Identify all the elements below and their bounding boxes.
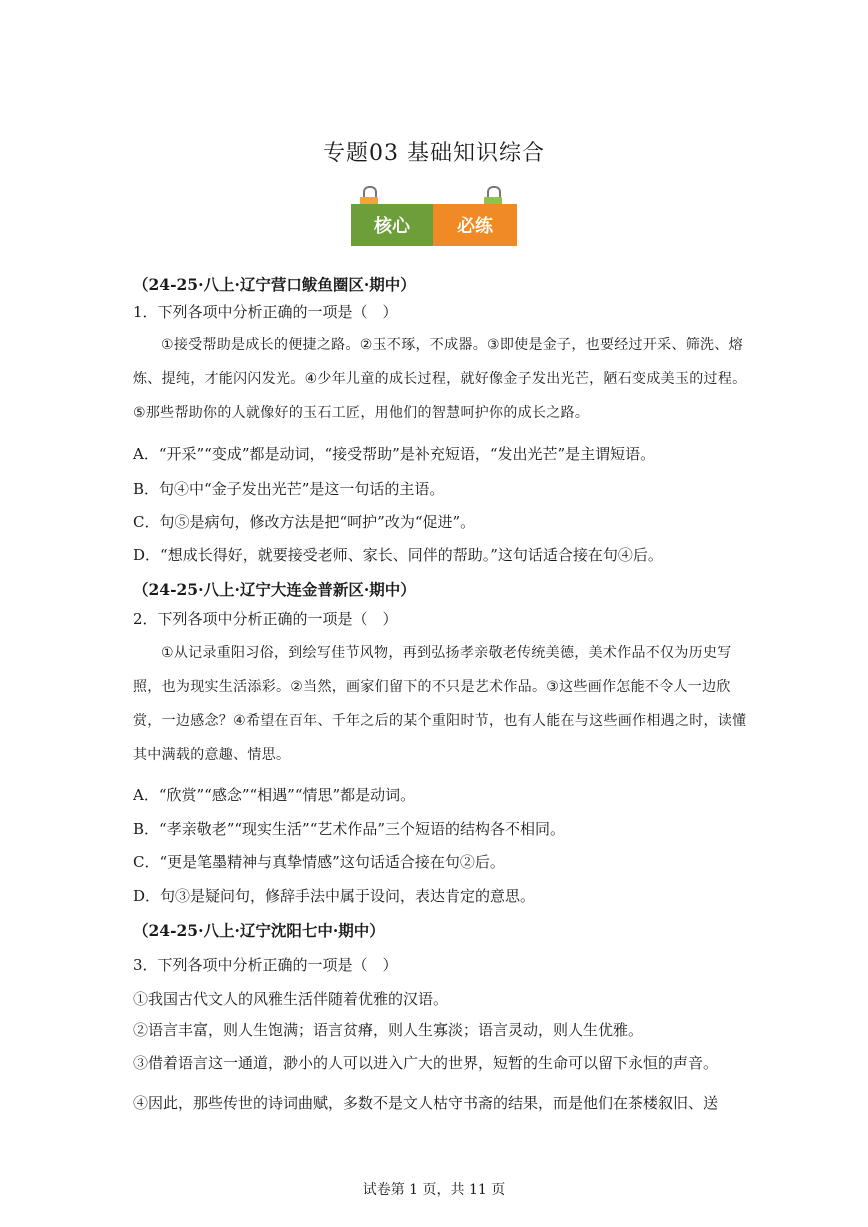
question-source: （24-25·八上·辽宁营口鲅鱼圈区·期中） [133,275,416,294]
option-d: D．“想成长得好，就要接受老师、家长、同伴的帮助。”这句话适合接在句④后。 [133,546,663,564]
option-c: C．句⑤是病句，修改方法是把“呵护”改为“促进”。 [133,513,476,531]
option-b: B．句④中“金子发出光芒”是这一句话的主语。 [133,480,445,498]
badge-right-label: 必练 [433,204,517,246]
question-source: （24-25·八上·辽宁沈阳七中·期中） [133,921,385,940]
option-a: A．“欣赏”“感念”“相遇”“情思”都是动词。 [133,786,416,804]
option-a: A．“开采”“变成”都是动词，“接受帮助”是补充短语，“发出光芒”是主谓短语。 [133,445,656,463]
core-practice-badge [348,184,520,250]
option-b: B．“孝亲敬老”“现实生活”“艺术作品”三个短语的结构各不相同。 [133,820,566,838]
list-item: ④因此，那些传世的诗词曲赋，多数不是文人枯守书斋的结果，而是他们在茶楼叙旧、送 [133,1094,719,1112]
option-c: C．“更是笔墨精神与真挚情感”这句话适合接在句②后。 [133,853,505,871]
question-source: （24-25·八上·辽宁大连金普新区·期中） [133,580,416,599]
option-d: D．句③是疑问句，修辞手法中属于设问，表达肯定的意思。 [133,887,536,905]
page-title: 专题03 基础知识综合 [323,141,545,166]
question-passage: ①从记录重阳习俗，到绘写佳节风物，再到弘扬孝亲敬老传统美德，美术作品不仅为历史写照，也为现实生活添彩。②当然，画家们留下的不只是艺术作品。③这些画作怎能不令人一边欣赏，一边感念？④希望在百年、千年之后的某个重阳时节，也有人能在与这些画作相遇之时，读懂其中满载的意趣、情思。 [133,645,747,763]
page-footer: 试卷第 1 页，共 11 页 [362,1182,506,1198]
question-stem: 3．下列各项中分析正确的一项是（ ） [133,956,398,974]
list-item: ③借着语言这一通道，渺小的人可以进入广大的世界，短暂的生命可以留下永恒的声音。 [133,1054,719,1072]
question-stem: 2．下列各项中分析正确的一项是（ ） [133,610,398,628]
list-item: ②语言丰富，则人生饱满；语言贫瘠，则人生寡淡；语言灵动，则人生优雅。 [133,1021,644,1039]
question-passage: ①接受帮助是成长的便捷之路。②玉不琢，不成器。③即使是金子，也要经过开采、筛洗、熔炼、提纯，才能闪闪发光。④少年儿童的成长过程，就好像金子发出光芒，陋石变成美玉的过程。⑤那些帮助你的人就像好的玉石工匠，用他们的智慧呵护你的成长之路。 [133,337,747,421]
list-item: ①我国古代文人的风雅生活伴随着优雅的汉语。 [133,990,449,1008]
badge-left-label: 核心 [351,204,433,246]
question-stem: 1．下列各项中分析正确的一项是（ ） [133,303,398,321]
